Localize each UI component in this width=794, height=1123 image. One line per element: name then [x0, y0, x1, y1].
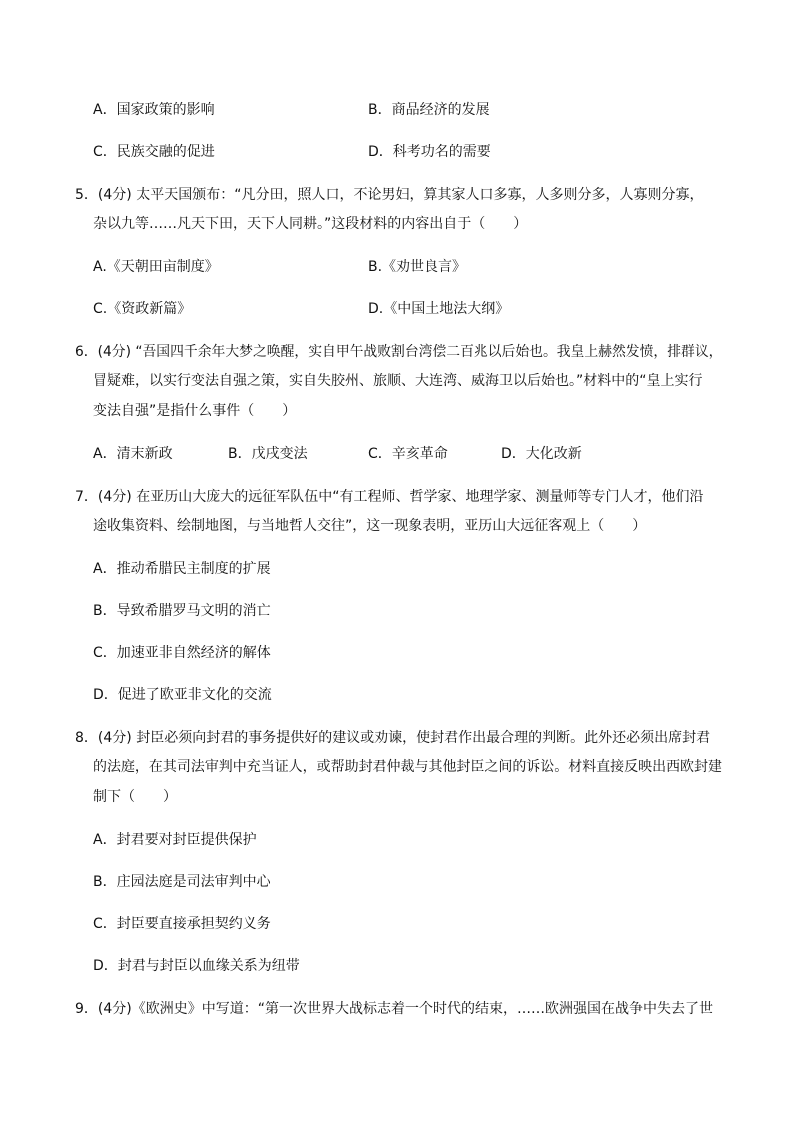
q8-option-a: A．封君要对封臣提供保护: [93, 832, 257, 848]
q5-stem-line-2: 杂以九等……凡天下田，天下人同耕。”这段材料的内容出自于（ ）: [93, 216, 528, 232]
q7-option-a: A．推动希腊民主制度的扩展: [93, 561, 271, 577]
q5-option-a: A.《天朝田亩制度》: [93, 259, 219, 275]
q5-stem-line-1: 5．(4分) 太平天国颁布：“凡分田，照人口，不论男妇，算其家人口多寡，人多则分多，人寡则分寡，: [75, 187, 704, 203]
q6-stem-line-3: 变法自强”是指什么事件（ ）: [93, 403, 297, 419]
q8-stem-line-3: 制下（ ）: [93, 789, 177, 805]
q6-stem-line-1: 6．(4分) “吾国四千余年大梦之唤醒，实自甲午战败割台湾偿二百兆以后始也。我皇上赫然发愤，排群议，: [75, 344, 723, 360]
q8-option-c: C．封臣要直接承担契约义务: [93, 916, 271, 932]
q7-option-b: B．导致希腊罗马文明的消亡: [93, 603, 271, 619]
q8-stem-line-2: 的法庭，在其司法审判中充当证人，或帮助封君仲裁与其他封臣之间的诉讼。材料直接反映出西欧封建: [93, 759, 722, 775]
q6-option-d: D．大化改新: [501, 446, 582, 462]
q7-stem-line-1: 7．(4分) 在亚历山大庞大的远征军队伍中“有工程师、哲学家、地理学家、测量师等专门人才，他们沿: [75, 489, 704, 505]
q7-option-d: D．促进了欧亚非文化的交流: [93, 687, 272, 703]
q9-stem-line-1: 9．(4分)《欧洲史》中写道：“第一次世界大战标志着一个时代的结束，……欧洲强国在战争中失去了世: [75, 1001, 713, 1017]
q6-option-b: B．戊戌变法: [228, 446, 308, 462]
q5-option-b: B.《劝世良言》: [368, 259, 467, 275]
q6-option-a: A．清末新政: [93, 446, 173, 462]
q5-option-d: D.《中国土地法大纲》: [368, 301, 510, 317]
q4-option-b: B．商品经济的发展: [368, 102, 490, 118]
q8-option-b: B．庄园法庭是司法审判中心: [93, 874, 271, 890]
q6-option-c: C．辛亥革命: [368, 446, 448, 462]
q7-stem-line-2: 途收集资料、绘制地图，与当地哲人交往”，这一现象表明，亚历山大远征客观上（ ）: [93, 518, 647, 534]
q4-option-a: A．国家政策的影响: [93, 102, 215, 118]
q5-option-c: C.《资政新篇》: [93, 301, 192, 317]
q8-stem-line-1: 8．(4分) 封臣必须向封君的事务提供好的建议或劝谏，使封君作出最合理的判断。此外还必须出席封君: [75, 730, 711, 746]
q6-stem-line-2: 冒疑难，以实行变法自强之策，实自失胶州、旅顺、大连湾、威海卫以后始也。”材料中的“皇上实行: [93, 373, 703, 389]
q4-option-c: C．民族交融的促进: [93, 144, 215, 160]
q7-option-c: C．加速亚非自然经济的解体: [93, 645, 271, 661]
q8-option-d: D．封君与封臣以血缘关系为纽带: [93, 958, 300, 974]
q4-option-d: D．科考功名的需要: [368, 144, 491, 160]
